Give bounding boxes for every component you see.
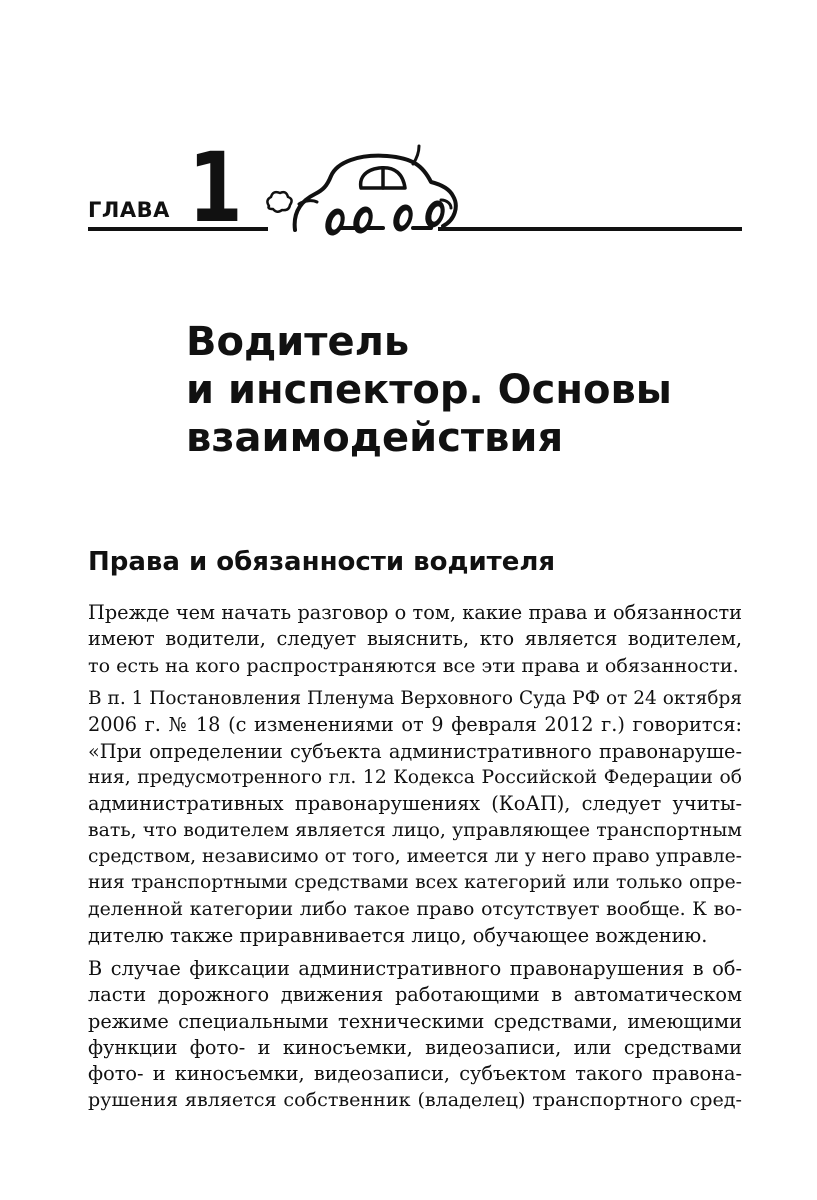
paragraph xyxy=(88,956,742,1114)
text-line: вать, что водителем является лицо, управляющее транспортным xyxy=(88,819,742,842)
text-line: 2006 г. № 18 (с изменениями от 9 февраля 2012 г.) говорится: xyxy=(88,713,742,737)
text-line: В случае фиксации административного правонарушения в об- xyxy=(88,957,742,980)
text-line: фото- и киносъемки, видеозаписи, субъектом такого правона- xyxy=(88,1062,742,1086)
text-line: «При определении субъекта административного правонаруше- xyxy=(88,739,742,763)
text-line: имеют водители, следует выяснить, кто является водителем, xyxy=(88,627,742,651)
chapter-title xyxy=(186,318,746,462)
text-line: Прежде чем начать разговор о том, какие права и обязанности xyxy=(88,601,742,624)
header-rule-right xyxy=(438,227,742,231)
text-line: режиме специальными техническими средствами, имеющими xyxy=(88,1009,742,1033)
section-heading: Права и обязанности водителя xyxy=(88,547,556,577)
text-line: средством, независимо от того, имеется ли у него право управле- xyxy=(88,845,742,867)
text-line: ласти дорожного движения работающими в автоматическом xyxy=(88,983,742,1007)
car-icon xyxy=(263,144,468,240)
chapter-title-line: Водитель xyxy=(186,319,410,365)
chapter-title-line: взаимодействия xyxy=(186,415,564,461)
text-line: ния, предусмотренного гл. 12 Кодекса Российской Федерации об xyxy=(88,766,742,788)
paragraph xyxy=(88,600,742,679)
text-line: рушения является собственник (владелец) транспортного сред- xyxy=(88,1088,742,1112)
text-line: то есть на кого распространяются все эти права и обязанности. xyxy=(88,653,739,677)
chapter-label: ГЛАВА xyxy=(88,198,170,222)
text-line: дителю также приравнивается лицо, обучающее вождению. xyxy=(88,923,708,947)
text-line: административных правонарушениях (КоАП), следует учиты- xyxy=(88,792,742,816)
chapter-number: 1 xyxy=(188,132,243,244)
chapter-title-line: и инспектор. Основы xyxy=(186,367,672,413)
text-line: деленной категории либо такое право отсутствует вообще. К во- xyxy=(88,898,742,921)
text-line: ния транспортными средствами всех категорий или только опре- xyxy=(88,872,742,894)
text-line: функции фото- и киносъемки, видеозаписи, или средствами xyxy=(88,1035,742,1059)
paragraph xyxy=(88,686,742,949)
text-line: В п. 1 Постановления Пленума Верховного Суда РФ от 24 октября xyxy=(88,688,742,709)
chapter-header xyxy=(88,132,742,244)
